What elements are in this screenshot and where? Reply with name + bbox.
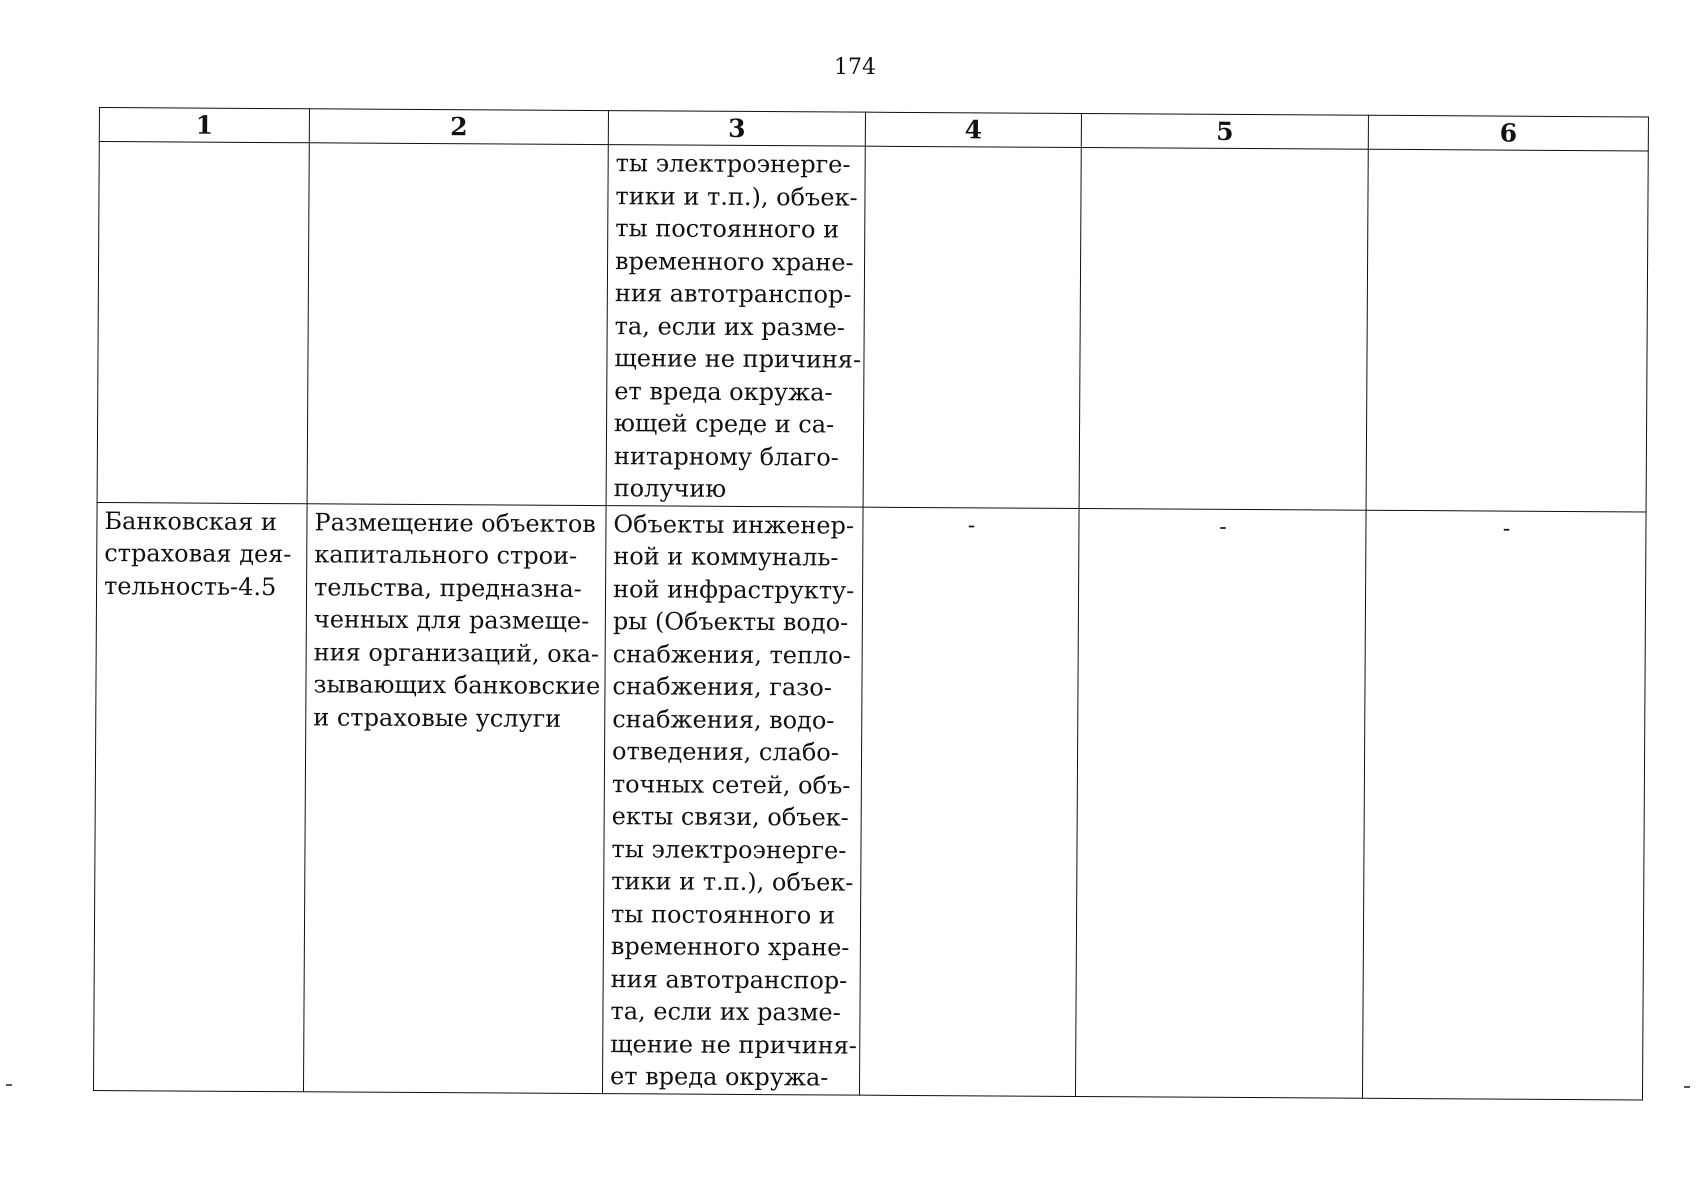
cell-line: ты электроэнерге- xyxy=(611,834,847,865)
regulations-table xyxy=(93,107,1649,1100)
scan-artifact-right xyxy=(1684,1086,1690,1088)
cell-line: Объекты инженер- xyxy=(613,509,855,540)
cell-line: Размещение объектов xyxy=(314,507,596,538)
cell-line: снабжения, тепло- xyxy=(612,639,851,670)
cell-line: ющей среде и са- xyxy=(613,409,835,439)
cell-line: ченных для размеще- xyxy=(313,605,590,636)
cell-line: отведения, слабо- xyxy=(611,737,839,767)
cell-line: снабжения, газо- xyxy=(612,672,832,702)
row1-col5-cell xyxy=(1079,148,1368,510)
regulations-table-wrapper xyxy=(93,107,1648,1100)
cell-line: получию xyxy=(613,474,727,503)
cell-line: тики и т.п.), объек- xyxy=(615,181,858,212)
cell-line: ты постоянного и xyxy=(610,899,836,930)
cell-line: ния организаций, ока- xyxy=(313,637,600,668)
cell-line: ет вреда окружа- xyxy=(614,376,833,406)
cell-line: ния автотранспор- xyxy=(610,964,848,995)
cell-line: нитарному благо- xyxy=(613,441,839,472)
column-header-4: 4 xyxy=(865,112,1081,147)
table-row xyxy=(93,502,1646,1099)
cell-line: ры (Объекты водо- xyxy=(612,607,849,637)
cell-line: та, если их разме- xyxy=(614,311,846,342)
cell-line: Банковская и xyxy=(104,506,277,536)
column-header-5: 5 xyxy=(1081,114,1368,150)
cell-line: ет вреда окружа- xyxy=(610,1062,829,1092)
cell-line: ной инфраструкту- xyxy=(612,574,855,605)
scan-artifact-left xyxy=(6,1084,12,1086)
row2-col5-cell: - xyxy=(1075,508,1366,1098)
row1-col2-cell xyxy=(307,143,608,505)
row2-col2-cell xyxy=(303,503,606,1093)
row2-col1-cell xyxy=(93,502,307,1091)
row2-col6-cell: - xyxy=(1362,510,1646,1100)
cell-line: тики и т.п.), объек- xyxy=(611,867,854,897)
row1-col1-cell xyxy=(97,142,309,504)
column-header-1: 1 xyxy=(99,108,309,143)
cell-line: екты связи, объек- xyxy=(611,802,849,832)
cell-line: тельность-4.5 xyxy=(103,571,277,601)
cell-line: тельства, предназна- xyxy=(313,572,582,603)
row1-col3-cell xyxy=(606,145,865,507)
cell-line: ты постоянного и xyxy=(615,214,840,244)
column-header-6: 6 xyxy=(1368,115,1648,151)
cell-line: ты электроэнерге- xyxy=(615,149,851,179)
cell-line: ной и коммуналь- xyxy=(613,542,839,572)
cell-line: снабжения, водо- xyxy=(612,704,835,735)
row2-col3-cell xyxy=(602,505,863,1095)
cell-line: та, если их разме- xyxy=(610,997,841,1027)
column-header-2: 2 xyxy=(309,109,608,145)
cell-line: точных сетей, объ- xyxy=(611,769,851,800)
page-number: 174 xyxy=(834,55,876,80)
row2-col4-cell: - xyxy=(859,507,1079,1096)
table-row xyxy=(97,142,1648,512)
column-header-3: 3 xyxy=(608,111,865,147)
cell-line: щение не причиня- xyxy=(610,1029,858,1060)
row1-col6-cell xyxy=(1366,149,1648,511)
cell-line: щение не причиня- xyxy=(614,344,862,374)
cell-line: зывающих банковские xyxy=(313,670,601,701)
cell-line: капитального строи- xyxy=(314,540,578,570)
cell-line: временного хране- xyxy=(610,932,850,962)
cell-line: временного хране- xyxy=(614,246,854,277)
cell-line: и страховые услуги xyxy=(313,702,562,733)
row1-col4-cell xyxy=(863,146,1081,508)
cell-line: страховая дея- xyxy=(104,539,292,569)
cell-line: ния автотранспор- xyxy=(614,279,852,309)
